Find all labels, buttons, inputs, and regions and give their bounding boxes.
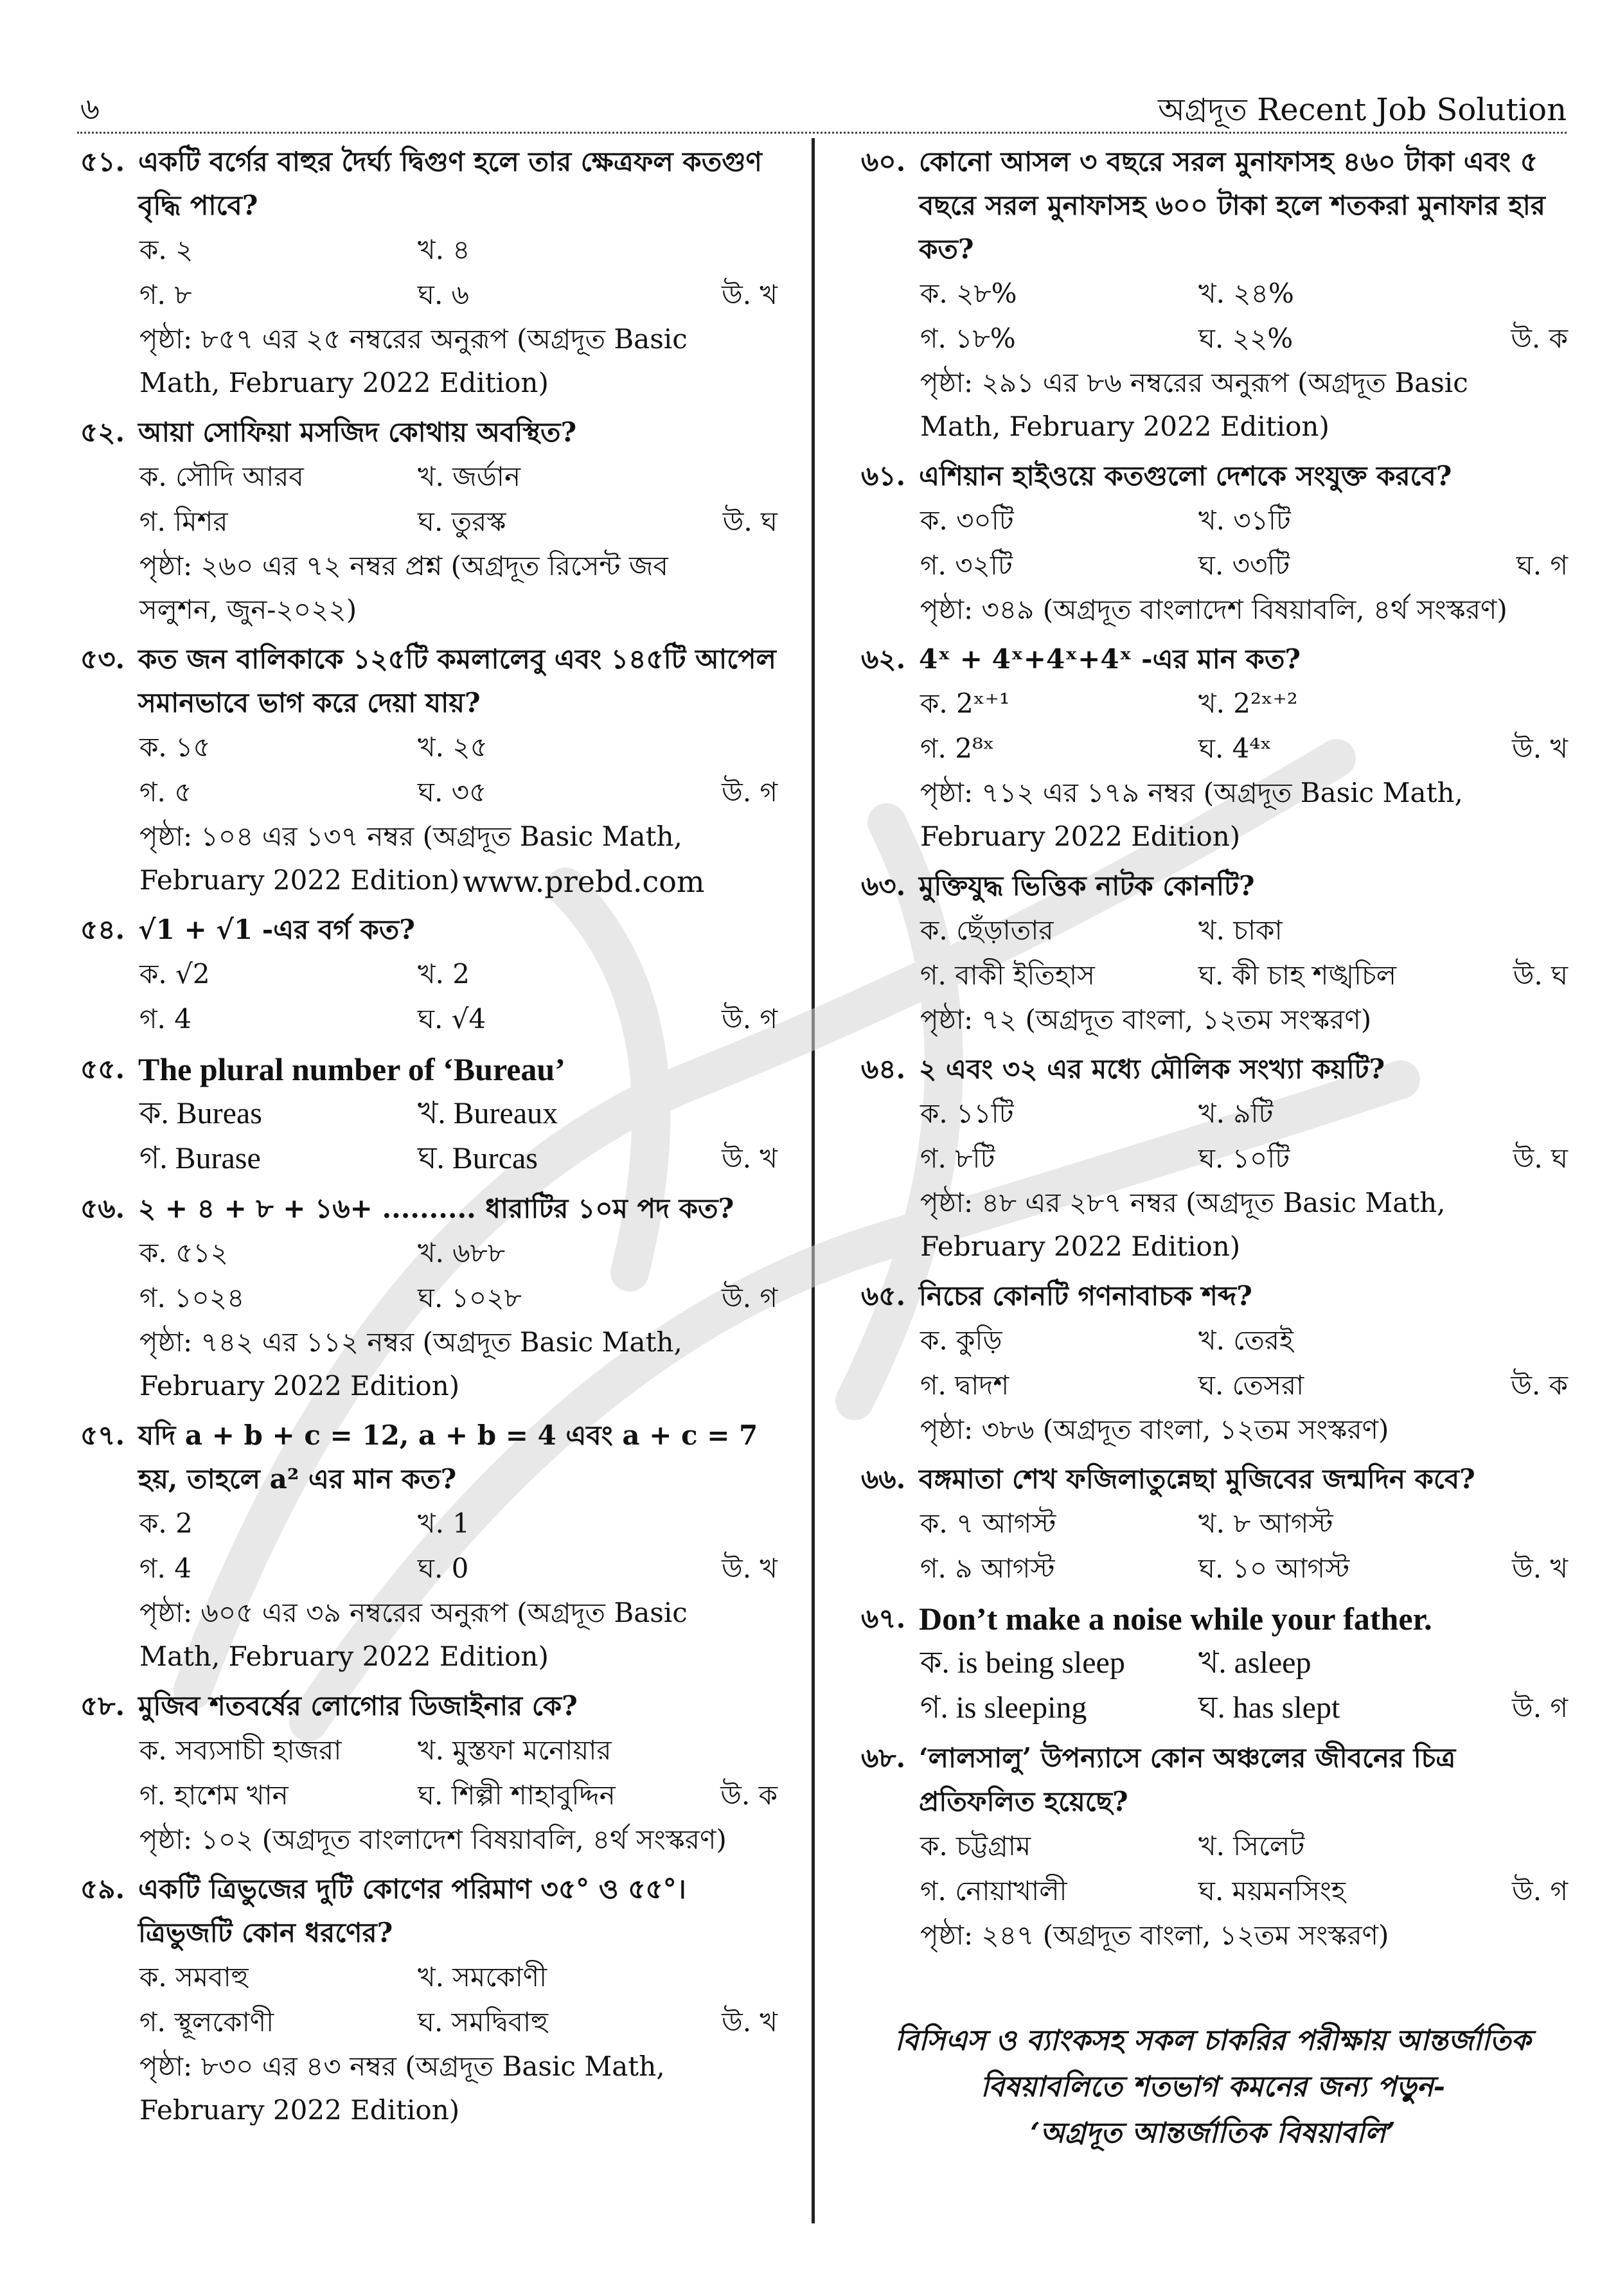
question-heading: [861, 1736, 1568, 1824]
answer-option: গ. Burase: [139, 1141, 261, 1175]
answer-option: ঘ. 4⁴ˣ: [1198, 733, 1272, 764]
answer-option: ঘ. ১০টি: [1198, 1143, 1290, 1174]
option-row: [80, 1091, 778, 1136]
answer-option: ক. 2ˣ⁺¹: [920, 688, 1010, 719]
question-number: ৬৮.: [861, 1742, 906, 1774]
right-column: [861, 140, 1568, 1963]
answer-option: ঘ. তুরস্ক: [418, 506, 506, 537]
answer-option: ক. কুড়ি: [920, 1324, 1002, 1356]
answer-option: ঘ. √4: [418, 1003, 486, 1035]
option-row: [861, 726, 1568, 771]
question-heading: [80, 1867, 778, 1955]
correct-answer: উ. গ: [1512, 1692, 1568, 1723]
question-heading: [80, 1414, 778, 1501]
question-text: কত জন বালিকাকে ১২৫টি কমলালেবু এবং ১৪৫টি আপেল সমানভাবে ভাগ করে দেয়া যায়?: [138, 643, 776, 718]
reference-line: February 2022 Edition): [139, 1370, 460, 1402]
answer-option: খ. সিলেট: [1198, 1830, 1305, 1862]
question-heading: [80, 1684, 778, 1728]
answer-option: ঘ. কী চাহ শঙ্খচিল: [1198, 959, 1397, 991]
question-text: √1 + √1 -এর বর্গ কত?: [138, 914, 415, 945]
reference-line: Math, February 2022 Edition): [920, 411, 1329, 442]
reference-note: [80, 1591, 778, 1678]
correct-answer: উ. ঘ: [1513, 959, 1568, 991]
page-number: ৬: [80, 91, 100, 126]
answer-option: গ. is sleeping: [920, 1691, 1087, 1725]
question-number: ৫৩.: [80, 643, 125, 675]
reference-line: Math, February 2022 Edition): [139, 1641, 549, 1672]
answer-option: খ. 2: [418, 958, 470, 990]
answer-option: ক. ২: [139, 234, 193, 265]
correct-answer: উ. ক: [1511, 323, 1568, 354]
question-heading: [861, 1047, 1568, 1091]
answer-option: ঘ. ১০ আগস্ট: [1198, 1553, 1350, 1584]
option-row: [80, 227, 778, 272]
question-text: ২ + ৪ + ৮ + ১৬+ .......... ধারাটির ১০ম পদ কত?: [138, 1193, 734, 1224]
question: [861, 1274, 1568, 1452]
answer-option: গ. ৮: [139, 279, 192, 310]
question: [80, 1047, 778, 1181]
reference-line: সলুশন, জুন-২০২২): [139, 594, 357, 625]
answer-option: গ. বাকী ইতিহাস: [920, 959, 1095, 991]
answer-option: খ. মুস্তফা মনোয়ার: [418, 1734, 612, 1766]
reference-line: February 2022 Edition): [139, 2094, 460, 2126]
website-url: www.prebd.com: [463, 864, 705, 899]
reference-note: [80, 544, 778, 632]
answer-option: গ. ৩২টি: [920, 549, 1013, 581]
reference-line: পৃষ্ঠা: ৮৫৭ এর ২৫ নম্বরের অনুরূপ (অগ্রদূত Basic: [139, 323, 688, 355]
answer-option: ঘ. ৬: [418, 279, 469, 310]
answer-option: খ. 1: [418, 1508, 470, 1539]
option-row: [861, 1546, 1568, 1591]
question-number: ৬৫.: [861, 1280, 906, 1312]
reference-line: পৃষ্ঠা: ৭১২ এর ১৭৯ নম্বর (অগ্রদূত Basic Math,: [920, 777, 1463, 808]
question-text: The plural number of ‘Bureau’: [138, 1051, 565, 1087]
option-row: [861, 1136, 1568, 1181]
question-heading: [861, 864, 1568, 908]
option-row: [80, 2000, 778, 2045]
option-row: [861, 1318, 1568, 1363]
question-heading: [80, 1047, 778, 1091]
answer-option: ক. সব্যসাচী হাজরা: [139, 1734, 342, 1766]
answer-option: গ. 4: [139, 1003, 191, 1035]
reference-line: February 2022 Edition): [920, 821, 1241, 852]
option-row: [861, 953, 1568, 998]
answer-option: ঘ. ১০২৮: [418, 1282, 522, 1313]
question: [861, 1597, 1568, 1731]
option-row: [861, 543, 1568, 588]
option-row: [80, 272, 778, 317]
answer-option: গ. ৫: [139, 776, 192, 808]
reference-line: পৃষ্ঠা: ৭২ (অগ্রদূত বাংলা, ১২তম সংস্করণ): [920, 1004, 1372, 1035]
option-row: [80, 997, 778, 1042]
reference-note: [80, 317, 778, 405]
question-text: Don’t make a noise while your father.: [919, 1601, 1432, 1637]
question: [80, 1187, 778, 1408]
question-heading: [80, 411, 778, 454]
question: [861, 140, 1568, 449]
reference-line: পৃষ্ঠা: ৭৪২ এর ১১২ নম্বর (অগ্রদূত Basic Math,: [139, 1326, 682, 1358]
question: [80, 908, 778, 1042]
answer-option: গ. ১৮%: [920, 323, 1016, 354]
answer-option: গ. নোয়াখালী: [920, 1875, 1067, 1907]
answer-option: খ. ৮ আগস্ট: [1198, 1508, 1333, 1539]
reference-line: February 2022 Edition): [920, 1231, 1241, 1262]
answer-option: গ. মিশর: [139, 506, 228, 537]
question-text: একটি ত্রিভুজের দুটি কোণের পরিমাণ ৩৫° ও ৫৫°। ত্রিভুজটি কোন ধরণের?: [138, 1873, 686, 1948]
question: [80, 140, 778, 405]
answer-option: ঘ. সমদ্বিবাহু: [418, 2006, 549, 2038]
footer-note-line1: বিসিএস ও ব্যাংকসহ সকল চাকরির পরীক্ষায় আন্তর্জাতিক: [894, 2024, 1531, 2057]
option-row: [80, 725, 778, 770]
question-heading: [80, 140, 778, 227]
question: [80, 1867, 778, 2132]
question-heading: [80, 637, 778, 725]
answer-option: ক. চট্টগ্রাম: [920, 1830, 1031, 1862]
answer-option: ঘ. ২২%: [1198, 323, 1294, 354]
left-column: [80, 140, 778, 2138]
option-row: [80, 952, 778, 997]
correct-answer: উ. গ: [722, 1282, 778, 1313]
reference-note: [80, 815, 778, 902]
answer-option: খ. সমকোণী: [418, 1961, 547, 1993]
question-number: ৬৭.: [861, 1603, 906, 1634]
answer-option: খ. Bureaux: [418, 1096, 558, 1130]
reference-note: [80, 1321, 778, 1408]
answer-option: খ. ৪: [418, 234, 470, 265]
correct-answer: উ. খ: [1512, 1553, 1568, 1584]
question-number: ৬৩.: [861, 870, 906, 902]
reference-note: [861, 1914, 1568, 1957]
reference-note: [861, 771, 1568, 859]
reference-line: February 2022 Edition): [139, 864, 460, 896]
question-number: ৬২.: [861, 643, 906, 675]
answer-option: খ. ৯টি: [1198, 1098, 1274, 1129]
option-row: [861, 908, 1568, 953]
header-rule: [77, 132, 1567, 134]
option-row: [80, 1231, 778, 1276]
question-heading: [861, 1274, 1568, 1318]
reference-line: পৃষ্ঠা: ২৪৭ (অগ্রদূত বাংলা, ১২তম সংস্করণ): [920, 1919, 1389, 1951]
correct-answer: উ. গ: [1512, 1875, 1568, 1907]
option-row: [80, 499, 778, 544]
footer-note-line2: বিষয়াবলিতে শতভাগ কমনের জন্য পড়ুন-: [981, 2070, 1445, 2103]
question-text: বঙ্গমাতা শেখ ফজিলাতুন্নেছা মুজিবের জন্মদিন কবে?: [919, 1463, 1475, 1495]
question-text: ‘লালসালু’ উপন্যাসে কোন অঞ্চলের জীবনের চিত্র প্রতিফলিত হয়েছে?: [919, 1742, 1456, 1817]
question: [80, 411, 778, 632]
question: [861, 1047, 1568, 1268]
correct-answer: উ. খ: [722, 1553, 778, 1584]
answer-option: গ. স্থূলকোণী: [139, 2006, 274, 2038]
reference-line: Math, February 2022 Edition): [139, 367, 549, 398]
question-text: এশিয়ান হাইওয়ে কতগুলো দেশকে সংযুক্ত করবে?: [919, 460, 1452, 492]
answer-option: ক. সমবাহু: [139, 1961, 249, 1993]
correct-answer: উ. ক: [1511, 1369, 1568, 1401]
answer-option: ক. is being sleep: [920, 1646, 1125, 1680]
answer-option: খ. asleep: [1198, 1646, 1311, 1680]
question-heading: [861, 1597, 1568, 1641]
option-row: [861, 271, 1568, 316]
answer-option: ক. 2: [139, 1508, 193, 1539]
answer-option: ঘ. ৩৩টি: [1198, 549, 1290, 581]
option-row: [80, 1773, 778, 1818]
answer-option: ক. ১৫: [139, 731, 211, 763]
answer-option: ঘ. Burcas: [418, 1141, 538, 1175]
option-row: [861, 1869, 1568, 1914]
answer-option: খ. ৬৮৮: [418, 1237, 506, 1268]
correct-answer: উ. ঘ: [722, 506, 778, 537]
question: [861, 864, 1568, 1042]
option-row: [861, 1363, 1568, 1408]
answer-option: খ. 2²ˣ⁺²: [1198, 688, 1298, 719]
reference-line: পৃষ্ঠা: ১০২ (অগ্রদূত বাংলাদেশ বিষয়াবলি, ৪র্থ সংস্করণ): [139, 1824, 727, 1855]
column-divider: [812, 138, 815, 2223]
option-row: [80, 1136, 778, 1181]
option-row: [80, 1728, 778, 1773]
answer-option: ক. সৌদি আরব: [139, 461, 304, 492]
question-heading: [80, 1187, 778, 1231]
question-heading: [861, 140, 1568, 271]
option-row: [80, 770, 778, 815]
answer-option: ক. ৩০টি: [920, 504, 1014, 536]
question-number: ৫৪.: [80, 914, 125, 945]
option-row: [861, 1501, 1568, 1546]
question-number: ৫৯.: [80, 1873, 125, 1905]
answer-option: ক. ২৮%: [920, 278, 1017, 309]
reference-note: [861, 361, 1568, 449]
answer-option: ক. ছেঁড়াতার: [920, 914, 1054, 946]
reference-note: [861, 1181, 1568, 1268]
answer-option: ক. ৫১২: [139, 1237, 228, 1268]
answer-option: গ. হাশেম খান: [139, 1779, 289, 1811]
question-number: ৫৬.: [80, 1193, 125, 1224]
answer-option: খ. চাকা: [1198, 914, 1283, 946]
answer-option: গ. ১০২৪: [139, 1282, 245, 1313]
option-row: [861, 681, 1568, 726]
correct-answer: উ. খ: [1512, 733, 1568, 764]
reference-note: [80, 2045, 778, 2132]
answer-option: ঘ. 0: [418, 1553, 469, 1584]
question-number: ৫১.: [80, 146, 125, 177]
reference-line: পৃষ্ঠা: ৩৮৬ (অগ্রদূত বাংলা, ১২তম সংস্করণ): [920, 1414, 1389, 1445]
question: [80, 1684, 778, 1862]
correct-answer: উ. গ: [722, 776, 778, 808]
answer-option: ক. ৭ আগস্ট: [920, 1508, 1056, 1539]
correct-answer: উ. খ: [722, 2006, 778, 2038]
option-row: [861, 316, 1568, 361]
answer-option: খ. ৩১টি: [1198, 504, 1291, 536]
question-heading: [861, 637, 1568, 681]
question: [80, 1414, 778, 1678]
footer-note-line3: ‘অগ্রদূত আন্তর্জাতিক বিষয়াবলি’: [1030, 2117, 1396, 2149]
answer-option: খ. তেরই: [1198, 1324, 1294, 1356]
question: [861, 1457, 1568, 1591]
question-heading: [80, 908, 778, 952]
question-text: 4ˣ + 4ˣ+4ˣ+4ˣ -এর মান কত?: [919, 643, 1301, 675]
question-text: মুজিব শতবর্ষের লোগোর ডিজাইনার কে?: [138, 1690, 578, 1722]
question-number: ৬৬.: [861, 1463, 906, 1495]
question: [861, 637, 1568, 859]
reference-note: [861, 1408, 1568, 1452]
answer-option: ঘ. শিল্পী শাহাবুদ্দিন: [418, 1779, 616, 1811]
answer-option: গ. ৯ আগস্ট: [920, 1553, 1055, 1584]
answer-option: ঘ. has slept: [1198, 1691, 1340, 1725]
question-number: ৫৮.: [80, 1690, 125, 1722]
question-text: ২ এবং ৩২ এর মধ্যে মৌলিক সংখ্যা কয়টি?: [919, 1053, 1385, 1085]
question-number: ৫৫.: [80, 1053, 125, 1085]
answer-option: ক. Bureas: [139, 1096, 262, 1130]
option-row: [861, 1686, 1568, 1731]
correct-answer: ঘ. গ: [1516, 549, 1568, 581]
answer-option: ঘ. তেসরা: [1198, 1369, 1304, 1401]
answer-option: খ. জর্ডান: [418, 461, 521, 492]
question-text: কোনো আসল ৩ বছরে সরল মুনাফাসহ ৪৬০ টাকা এবং ৫ বছরে সরল মুনাফাসহ ৬০০ টাকা হলে শতকরা মুনাফার হার কত?: [919, 146, 1545, 265]
answer-option: ঘ. ময়মনসিংহ: [1198, 1875, 1346, 1907]
reference-line: পৃষ্ঠা: ৬০৫ এর ৩৯ নম্বরের অনুরূপ (অগ্রদূত Basic: [139, 1597, 688, 1628]
correct-answer: উ. খ: [722, 279, 778, 310]
option-row: [861, 1824, 1568, 1869]
correct-answer: উ. ক: [720, 1779, 778, 1811]
reference-line: পৃষ্ঠা: ২৯১ এর ৮৬ নম্বরের অনুরূপ (অগ্রদূত Basic: [920, 367, 1468, 398]
reference-line: পৃষ্ঠা: ১০৪ এর ১৩৭ নম্বর (অগ্রদূত Basic Math,: [139, 821, 682, 852]
question-text: আয়া সোফিয়া মসজিদ কোথায় অবস্থিত?: [138, 416, 577, 448]
reference-note: [80, 1818, 778, 1862]
option-row: [861, 1641, 1568, 1686]
option-row: [861, 498, 1568, 543]
answer-option: গ. 2⁸ˣ: [920, 733, 995, 764]
reference-note: [861, 998, 1568, 1042]
question: [861, 1736, 1568, 1957]
question-number: ৬১.: [861, 460, 906, 492]
answer-option: ক. ১১টি: [920, 1098, 1014, 1129]
question-number: ৫৭.: [80, 1419, 125, 1451]
answer-option: খ. ২৪%: [1198, 278, 1294, 309]
question-number: ৬৪.: [861, 1053, 906, 1085]
question-number: ৬০.: [861, 146, 906, 177]
reference-line: পৃষ্ঠা: ৪৮ এর ২৮৭ নম্বর (অগ্রদূত Basic Math,: [920, 1187, 1446, 1218]
question: [861, 454, 1568, 632]
answer-option: গ. ৮টি: [920, 1143, 995, 1174]
correct-answer: উ. খ: [722, 1143, 778, 1174]
option-row: [80, 1501, 778, 1546]
answer-option: গ. দ্বাদশ: [920, 1369, 1009, 1401]
option-row: [80, 454, 778, 499]
question-text: মুক্তিযুদ্ধ ভিত্তিক নাটক কোনটি?: [919, 870, 1255, 902]
option-row: [80, 1955, 778, 2000]
reference-line: পৃষ্ঠা: ২৬০ এর ৭২ নম্বর প্রশ্ন (অগ্রদূত রিসেন্ট জব: [139, 550, 668, 582]
footer-note: [855, 2018, 1571, 2157]
question-number: ৫২.: [80, 416, 125, 448]
answer-option: ক. √2: [139, 958, 210, 990]
reference-note: [861, 588, 1568, 632]
question-heading: [861, 454, 1568, 498]
question-text: যদি a + b + c = 12, a + b = 4 এবং a + c = 7 হয়, তাহলে a² এর মান কত?: [138, 1419, 758, 1495]
question: [80, 637, 778, 902]
reference-line: পৃষ্ঠা: ৮৩০ এর ৪৩ নম্বর (অগ্রদূত Basic Math,: [139, 2051, 665, 2082]
answer-option: ঘ. ৩৫: [418, 776, 487, 808]
answer-option: খ. ২৫: [418, 731, 488, 763]
question-heading: [861, 1457, 1568, 1501]
question-text: একটি বর্গের বাহুর দৈর্ঘ্য দ্বিগুণ হলে তার ক্ষেত্রফল কতগুণ বৃদ্ধি পাবে?: [138, 146, 762, 221]
correct-answer: উ. ঘ: [1513, 1143, 1568, 1174]
correct-answer: উ. গ: [722, 1003, 778, 1035]
header-title: অগ্রদূত Recent Job Solution: [1158, 92, 1567, 128]
option-row: [861, 1091, 1568, 1136]
question-text: নিচের কোনটি গণনাবাচক শব্দ?: [919, 1280, 1252, 1312]
reference-line: পৃষ্ঠা: ৩৪৯ (অগ্রদূত বাংলাদেশ বিষয়াবলি, ৪র্থ সংস্করণ): [920, 594, 1507, 625]
option-row: [80, 1276, 778, 1321]
answer-option: গ. 4: [139, 1553, 191, 1584]
option-row: [80, 1546, 778, 1591]
